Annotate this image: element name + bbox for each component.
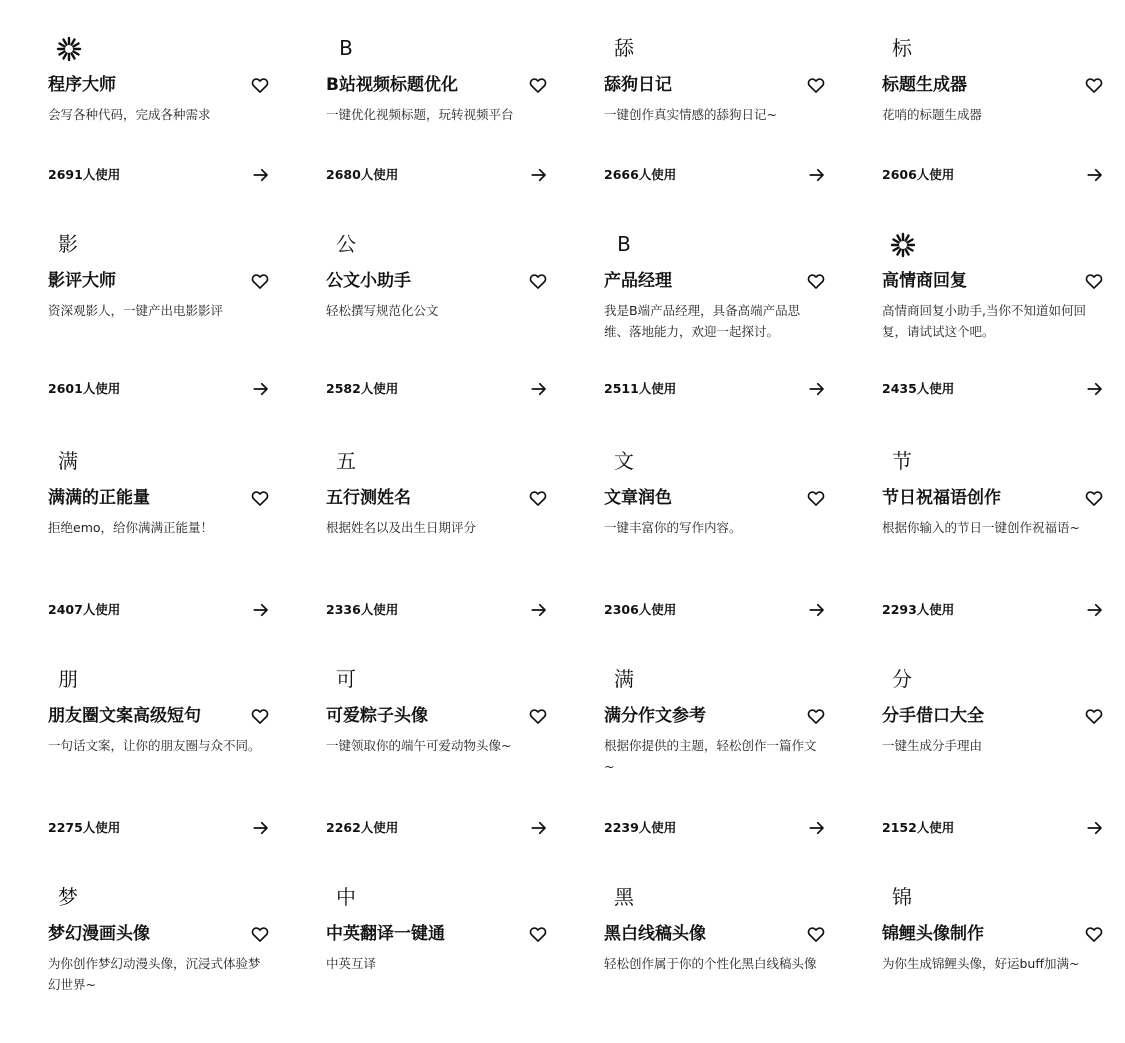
card-title[interactable]: 文章润色 [604,488,672,508]
assistant-card[interactable] [48,34,270,194]
avatar-initial: 黑 [614,885,634,909]
card-description: 轻松创作属于你的个性化黑白线稿头像 [604,956,817,971]
usage-count: 2152人使用 [882,820,955,835]
heart-outline-icon[interactable] [528,924,548,944]
card-title[interactable]: B站视频标题优化 [326,75,458,95]
card-description: 一键领取你的端午可爱动物头像~ [326,738,512,753]
heart-outline-icon[interactable] [806,488,826,508]
arrow-right-icon[interactable] [1086,601,1104,619]
heart-outline-icon[interactable] [528,75,548,95]
loading-spinner-icon [56,34,80,62]
heart-outline-icon[interactable] [1084,488,1104,508]
usage-count: 2680人使用 [326,167,399,182]
loading-spinner-icon [890,230,914,258]
arrow-right-icon[interactable] [252,601,270,619]
assistant-card[interactable] [882,665,1104,835]
card-title[interactable]: 节日祝福语创作 [882,488,1001,508]
card-description: 一键生成分手理由 [882,738,983,753]
card-description: 一句话文案，让你的朋友圈与众不同。 [48,738,261,753]
usage-count: 2293人使用 [882,602,955,617]
heart-outline-icon[interactable] [806,75,826,95]
usage-count: 2435人使用 [882,381,955,396]
avatar-initial: 标 [892,36,912,60]
assistant-card[interactable] [604,447,826,617]
assistant-card[interactable] [604,34,826,194]
card-title[interactable]: 标题生成器 [882,75,967,95]
avatar-initial: 五 [336,449,356,473]
heart-outline-icon[interactable] [1084,706,1104,726]
heart-outline-icon[interactable] [250,924,270,944]
assistant-card[interactable] [882,34,1104,194]
heart-outline-icon[interactable] [250,488,270,508]
assistant-card[interactable] [48,883,270,1043]
avatar-initial: B [617,232,631,256]
card-description: 为你生成锦鲤头像，好运buff加满~ [882,956,1080,971]
usage-count: 2407人使用 [48,602,121,617]
arrow-right-icon[interactable] [808,819,826,837]
avatar-initial: 梦 [58,885,78,909]
card-description: 轻松撰写规范化公文 [326,303,439,318]
assistant-card[interactable] [48,447,270,617]
avatar-initial: 舔 [614,36,634,60]
card-title[interactable]: 五行测姓名 [326,488,411,508]
heart-outline-icon[interactable] [250,75,270,95]
card-title[interactable]: 公文小助手 [326,271,411,291]
card-title[interactable]: 影评大师 [48,271,116,291]
assistant-card[interactable] [326,665,548,835]
assistant-card[interactable] [326,230,548,396]
heart-outline-icon[interactable] [528,706,548,726]
assistant-card[interactable] [326,883,548,1043]
card-description: 拒绝emo，给你满满正能量！ [48,520,214,535]
card-description: 会写各种代码，完成各种需求 [48,107,211,122]
heart-outline-icon[interactable] [528,488,548,508]
arrow-right-icon[interactable] [252,380,270,398]
usage-count: 2306人使用 [604,602,677,617]
arrow-right-icon[interactable] [252,819,270,837]
assistant-card[interactable] [48,665,270,835]
assistant-card[interactable] [604,665,826,835]
avatar-initial: 锦 [892,885,912,909]
assistant-card[interactable] [882,230,1104,396]
avatar-initial: 满 [58,449,78,473]
usage-count: 2601人使用 [48,381,121,396]
arrow-right-icon[interactable] [1086,380,1104,398]
card-title[interactable]: 满满的正能量 [48,488,150,508]
card-title[interactable]: 朋友圈文案高级短句 [48,706,201,726]
card-description: 根据姓名以及出生日期评分 [326,520,477,535]
assistant-card[interactable] [604,230,826,396]
card-description: 一键优化视频标题，玩转视频平台 [326,107,514,122]
arrow-right-icon[interactable] [252,166,270,184]
card-title[interactable]: 程序大师 [48,75,116,95]
card-description: 根据你输入的节日一键创作祝福语~ [882,520,1080,535]
card-description: 根据你提供的主题，轻松创作一篇作文~ [604,738,817,774]
usage-count: 2262人使用 [326,820,399,835]
heart-outline-icon[interactable] [806,924,826,944]
usage-count: 2336人使用 [326,602,399,617]
avatar-initial: 影 [58,232,78,256]
heart-outline-icon[interactable] [250,271,270,291]
card-description: 中英互译 [326,956,377,971]
heart-outline-icon[interactable] [250,706,270,726]
card-description: 为你创作梦幻动漫头像，沉浸式体验梦幻世界~ [48,956,261,992]
arrow-right-icon[interactable] [530,819,548,837]
arrow-right-icon[interactable] [1086,819,1104,837]
arrow-right-icon[interactable] [1086,166,1104,184]
avatar-initial: 中 [336,885,356,909]
heart-outline-icon[interactable] [806,706,826,726]
card-title[interactable]: 分手借口大全 [882,706,984,726]
card-title[interactable]: 锦鲤头像制作 [882,924,984,944]
avatar-initial: 可 [336,667,356,691]
card-description: 花哨的标题生成器 [882,107,983,122]
card-description: 一键创作真实情感的舔狗日记~ [604,107,777,122]
card-title[interactable]: 中英翻译一键通 [326,924,445,944]
card-description: 高情商回复小助手,当你不知道如何回复，请试试这个吧。 [882,303,1086,339]
avatar-initial: 公 [336,232,356,256]
usage-count: 2239人使用 [604,820,677,835]
usage-count: 2582人使用 [326,381,399,396]
arrow-right-icon[interactable] [530,166,548,184]
card-title[interactable]: 黑白线稿头像 [604,924,706,944]
card-description: 资深观影人，一键产出电影影评 [48,303,224,318]
avatar-initial: 朋 [58,667,78,691]
avatar-initial: 分 [892,667,912,691]
usage-count: 2511人使用 [604,381,677,396]
usage-count: 2275人使用 [48,820,121,835]
heart-outline-icon[interactable] [1084,75,1104,95]
assistant-card[interactable] [326,34,548,194]
avatar-initial: B [339,36,353,60]
heart-outline-icon[interactable] [528,271,548,291]
arrow-right-icon[interactable] [530,601,548,619]
arrow-right-icon[interactable] [530,380,548,398]
usage-count: 2666人使用 [604,167,677,182]
avatar-initial: 节 [892,449,912,473]
card-description: 一键丰富你的写作内容。 [604,520,742,535]
card-title[interactable]: 产品经理 [604,271,672,291]
card-title[interactable]: 梦幻漫画头像 [48,924,150,944]
card-title[interactable]: 满分作文参考 [604,706,706,726]
card-title[interactable]: 舔狗日记 [604,75,672,95]
heart-outline-icon[interactable] [1084,924,1104,944]
avatar-initial: 文 [614,449,634,473]
arrow-right-icon[interactable] [808,380,826,398]
assistant-card[interactable] [326,447,548,617]
card-title[interactable]: 高情商回复 [882,271,967,291]
card-title[interactable]: 可爱粽子头像 [326,706,428,726]
assistant-card[interactable] [882,883,1104,1043]
usage-count: 2691人使用 [48,167,121,182]
assistant-card[interactable] [604,883,826,1043]
arrow-right-icon[interactable] [808,166,826,184]
card-description: 我是B端产品经理，具备高端产品思维、落地能力，欢迎一起探讨。 [604,303,801,339]
usage-count: 2606人使用 [882,167,955,182]
assistant-card[interactable] [882,447,1104,617]
heart-outline-icon[interactable] [806,271,826,291]
heart-outline-icon[interactable] [1084,271,1104,291]
assistant-card[interactable] [48,230,270,396]
avatar-initial: 满 [614,667,634,691]
arrow-right-icon[interactable] [808,601,826,619]
